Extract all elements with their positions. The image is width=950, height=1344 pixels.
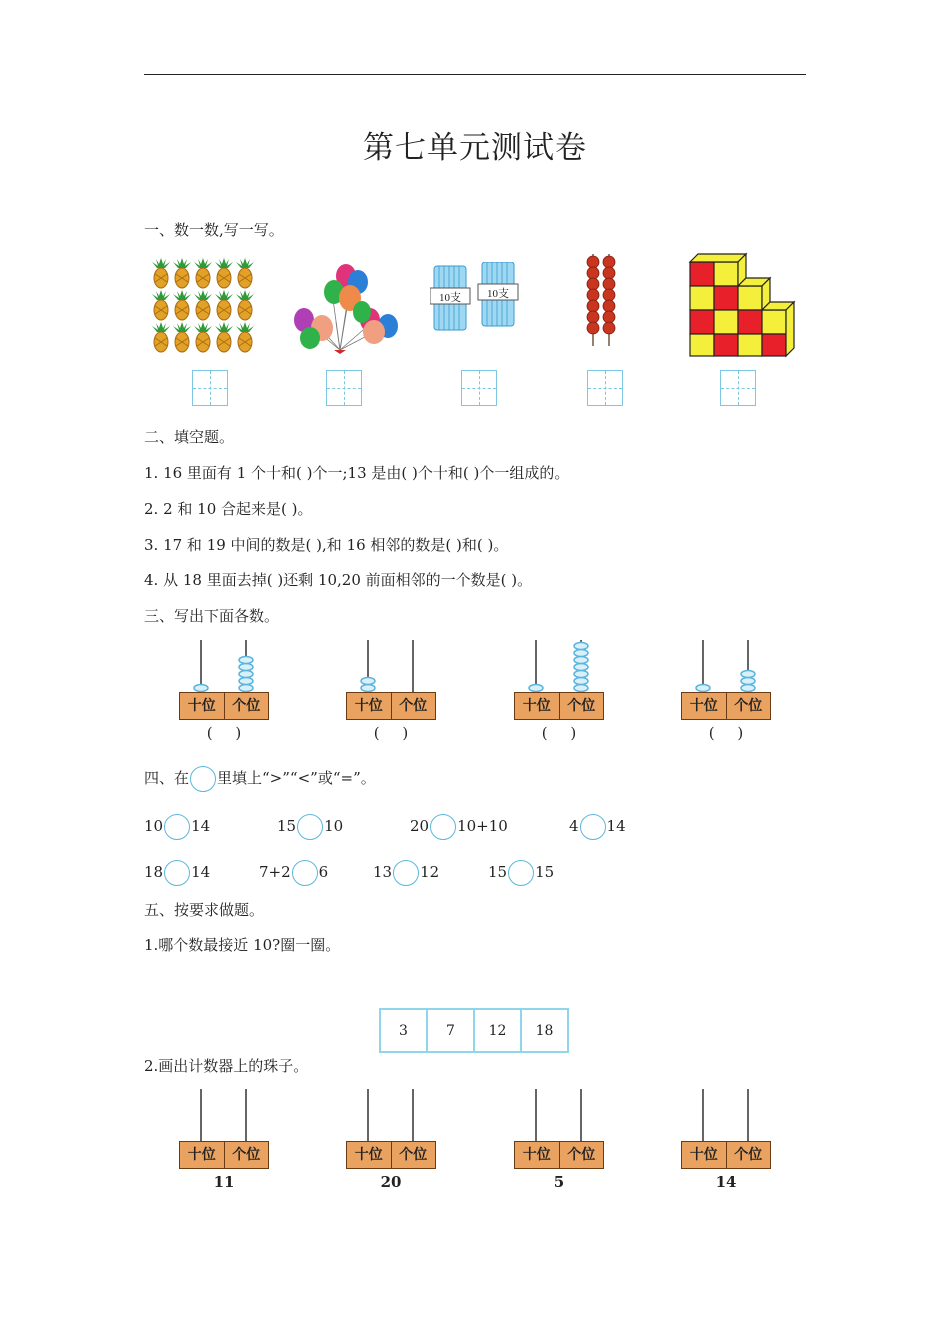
place-value-box: [179, 692, 269, 720]
abacus-1: [179, 640, 269, 742]
ones-label: 个位: [391, 693, 436, 719]
compare-item: [373, 860, 439, 886]
compare-circle[interactable]: [430, 814, 456, 840]
answer-blank[interactable]: ( ): [708, 724, 744, 742]
tens-label: 十位: [689, 1147, 718, 1163]
answer-box-sticks[interactable]: [461, 370, 497, 406]
target-number: 20: [380, 1173, 402, 1191]
right-operand: 6: [318, 863, 329, 881]
tens-label: 十位: [522, 698, 551, 714]
right-operand: 14: [191, 817, 211, 835]
answer-blank[interactable]: ( ): [373, 724, 409, 742]
tens-label: 十位: [522, 1147, 551, 1163]
balloons-picture: [290, 262, 406, 358]
fill-question-2: 2. 2 和 10 合起来是( )。: [144, 500, 313, 518]
compare-item: [144, 814, 210, 840]
abacus-3: [514, 640, 604, 742]
number-choice[interactable]: 18: [521, 1009, 568, 1052]
number-choice[interactable]: 3: [380, 1009, 427, 1052]
target-number: 5: [553, 1173, 565, 1191]
pineapples-picture: [152, 258, 262, 354]
place-value-box: [514, 692, 604, 720]
right-operand: 12: [420, 863, 440, 881]
top-rule: [144, 74, 806, 75]
left-operand: 15: [277, 817, 297, 835]
target-number: 14: [715, 1173, 737, 1191]
tens-label: 十位: [354, 1147, 383, 1163]
page-title: 第七单元测试卷: [363, 130, 587, 166]
bundle-label-1: 10支: [439, 292, 461, 304]
compare-circle[interactable]: [580, 814, 606, 840]
ones-label: 个位: [726, 1142, 771, 1168]
heading-prefix: 四、在: [144, 769, 190, 787]
place-value-box: [346, 1141, 436, 1169]
empty-abacus-1[interactable]: [179, 1089, 269, 1191]
cubes-picture: [688, 252, 800, 358]
answer-blank[interactable]: ( ): [541, 724, 577, 742]
right-operand: 10: [324, 817, 344, 835]
abacus-2: [346, 640, 436, 742]
heading-suffix: 里填上“>”“<”或“=”。: [217, 769, 376, 787]
tens-label: 十位: [187, 1147, 216, 1163]
left-operand: 4: [569, 817, 579, 835]
compare-circle[interactable]: [164, 814, 190, 840]
compare-circle[interactable]: [292, 860, 318, 886]
empty-abacus-3[interactable]: [514, 1089, 604, 1191]
answer-box-pineapples[interactable]: [192, 370, 228, 406]
answer-box-cubes[interactable]: [720, 370, 756, 406]
compare-item: [569, 814, 626, 840]
candied-haws-picture: [577, 254, 621, 346]
compare-item: [488, 860, 554, 886]
section-3-heading: 三、写出下面各数。: [144, 607, 280, 625]
section-1-heading: 一、数一数,写一写。: [144, 221, 284, 239]
section-4-heading: [144, 766, 376, 792]
stick-bundles-picture: [430, 262, 520, 334]
section-2-heading: 二、填空题。: [144, 428, 235, 446]
fill-question-3: 3. 17 和 19 中间的数是( ),和 16 相邻的数是( )和( )。: [144, 536, 509, 554]
empty-abacus-2[interactable]: [346, 1089, 436, 1191]
place-value-box: [681, 692, 771, 720]
place-value-box: [346, 692, 436, 720]
number-choice[interactable]: 12: [474, 1009, 521, 1052]
left-operand: 7+2: [259, 863, 291, 881]
compare-item: [144, 860, 210, 886]
right-operand: 10+10: [457, 817, 508, 835]
compare-circle[interactable]: [297, 814, 323, 840]
ones-label: 个位: [559, 693, 604, 719]
right-operand: 15: [535, 863, 555, 881]
left-operand: 15: [488, 863, 508, 881]
compare-circle[interactable]: [508, 860, 534, 886]
empty-abacus-4[interactable]: [681, 1089, 771, 1191]
compare-item: [410, 814, 508, 840]
compare-item: [259, 860, 328, 886]
answer-box-balloons[interactable]: [326, 370, 362, 406]
left-operand: 18: [144, 863, 164, 881]
fill-question-4: 4. 从 18 里面去掉( )还剩 10,20 前面相邻的一个数是( )。: [144, 571, 533, 589]
place-value-box: [179, 1141, 269, 1169]
question-5-1: 1.哪个数最接近 10?圈一圈。: [144, 936, 341, 954]
compare-item: [277, 814, 343, 840]
number-choice-table: [379, 1008, 569, 1053]
section-5-heading: 五、按要求做题。: [144, 901, 265, 919]
ones-label: 个位: [726, 693, 771, 719]
compare-circle[interactable]: [393, 860, 419, 886]
answer-blank[interactable]: ( ): [206, 724, 242, 742]
place-value-box: [681, 1141, 771, 1169]
tens-label: 十位: [187, 698, 216, 714]
ones-label: 个位: [224, 1142, 269, 1168]
bundle-label-2: 10支: [487, 288, 509, 300]
ones-label: 个位: [559, 1142, 604, 1168]
tens-label: 十位: [689, 698, 718, 714]
left-operand: 13: [373, 863, 393, 881]
compare-circle[interactable]: [164, 860, 190, 886]
tens-label: 十位: [354, 698, 383, 714]
place-value-box: [514, 1141, 604, 1169]
circle-icon: [190, 766, 216, 792]
answer-box-haws[interactable]: [587, 370, 623, 406]
ones-label: 个位: [224, 693, 269, 719]
fill-question-1: 1. 16 里面有 1 个十和( )个一;13 是由( )个十和( )个一组成的。: [144, 464, 570, 482]
right-operand: 14: [606, 817, 626, 835]
target-number: 11: [213, 1173, 235, 1191]
question-5-2: 2.画出计数器上的珠子。: [144, 1057, 309, 1075]
left-operand: 10: [144, 817, 164, 835]
left-operand: 20: [410, 817, 430, 835]
number-choice[interactable]: 7: [427, 1009, 474, 1052]
ones-label: 个位: [391, 1142, 436, 1168]
abacus-4: [681, 640, 771, 742]
right-operand: 14: [191, 863, 211, 881]
